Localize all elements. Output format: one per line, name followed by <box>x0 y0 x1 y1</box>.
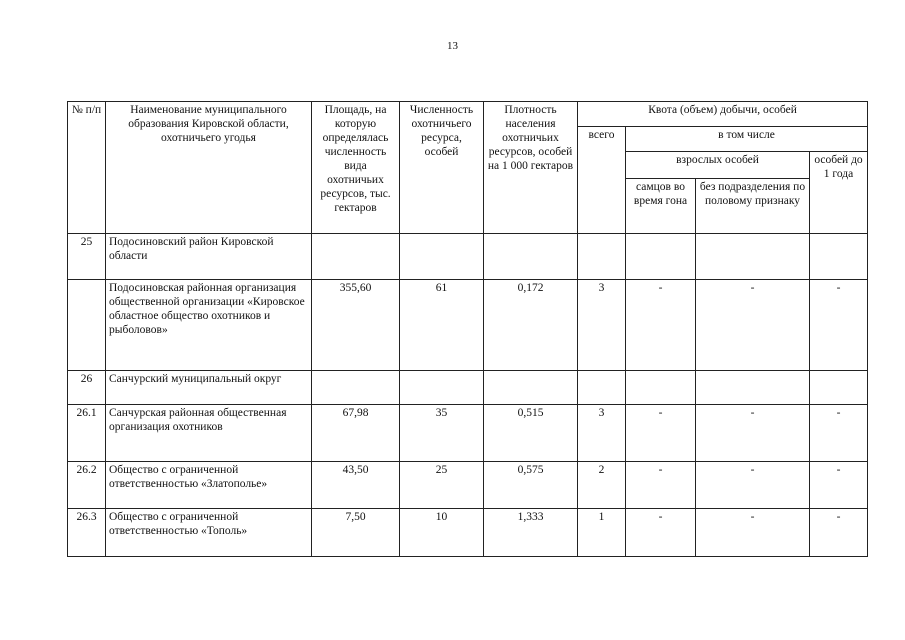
row-num: 25 <box>68 234 106 280</box>
hunting-quota-table <box>67 101 868 557</box>
row-males <box>626 371 696 405</box>
table-row <box>68 509 868 557</box>
row-name: Подосиновский район Кировской области <box>106 234 312 280</box>
row-total: 2 <box>578 462 626 509</box>
header-under1: особей до 1 года <box>810 152 868 234</box>
row-num: 26.2 <box>68 462 106 509</box>
row-density: 0,172 <box>484 280 578 371</box>
row-count: 35 <box>400 405 484 462</box>
row-count: 25 <box>400 462 484 509</box>
row-under1: - <box>810 405 868 462</box>
row-under1: - <box>810 280 868 371</box>
row-name: Подосиновская районная организация общественной организации «Кировское областное общество охотников и рыболовов» <box>106 280 312 371</box>
header-quota: Квота (объем) добычи, особей <box>578 102 868 127</box>
row-area: 355,60 <box>312 280 400 371</box>
row-total <box>578 371 626 405</box>
row-count <box>400 371 484 405</box>
row-total: 1 <box>578 509 626 557</box>
header-including: в том числе <box>626 127 868 152</box>
row-area: 43,50 <box>312 462 400 509</box>
row-num: 26.1 <box>68 405 106 462</box>
row-males <box>626 234 696 280</box>
row-density: 1,333 <box>484 509 578 557</box>
row-nosex: - <box>696 509 810 557</box>
row-density: 0,575 <box>484 462 578 509</box>
row-name: Общество с ограниченной ответственностью «Тополь» <box>106 509 312 557</box>
header-count: Численность охотничьего ресурса, особей <box>400 102 484 234</box>
row-name: Санчурская районная общественная организация охотников <box>106 405 312 462</box>
header-name: Наименование муниципального образования Кировской области, охотничьего угодья <box>106 102 312 234</box>
row-area <box>312 371 400 405</box>
header-males-rut: самцов во время гона <box>626 179 696 234</box>
row-name: Санчурский муниципальный округ <box>106 371 312 405</box>
header-density: Плотность населения охотничьих ресурсов, особей на 1 000 гектаров <box>484 102 578 234</box>
header-num: № п/п <box>68 102 106 234</box>
row-nosex: - <box>696 280 810 371</box>
row-area <box>312 234 400 280</box>
row-area: 7,50 <box>312 509 400 557</box>
row-under1: - <box>810 462 868 509</box>
table-row <box>68 405 868 462</box>
header-adults: взрослых особей <box>626 152 810 179</box>
row-num <box>68 280 106 371</box>
header-no-sex: без подразделения по половому признаку <box>696 179 810 234</box>
row-males: - <box>626 509 696 557</box>
row-males: - <box>626 405 696 462</box>
row-males: - <box>626 280 696 371</box>
row-count: 10 <box>400 509 484 557</box>
table-row <box>68 462 868 509</box>
row-num: 26 <box>68 371 106 405</box>
header-area: Площадь, на которую определялась численность вида охотничьих ресурсов, тыс. гектаров <box>312 102 400 234</box>
row-num: 26.3 <box>68 509 106 557</box>
row-under1 <box>810 234 868 280</box>
row-count <box>400 234 484 280</box>
row-nosex: - <box>696 405 810 462</box>
row-males: - <box>626 462 696 509</box>
row-nosex <box>696 371 810 405</box>
row-density: 0,515 <box>484 405 578 462</box>
row-under1 <box>810 371 868 405</box>
row-under1: - <box>810 509 868 557</box>
row-nosex: - <box>696 462 810 509</box>
row-density <box>484 371 578 405</box>
row-area: 67,98 <box>312 405 400 462</box>
header-total: всего <box>578 127 626 234</box>
row-total <box>578 234 626 280</box>
row-density <box>484 234 578 280</box>
table-row <box>68 234 868 280</box>
row-nosex <box>696 234 810 280</box>
row-total: 3 <box>578 280 626 371</box>
table-row <box>68 371 868 405</box>
row-count: 61 <box>400 280 484 371</box>
table-row <box>68 280 868 371</box>
row-name: Общество с ограниченной ответственностью «Златополье» <box>106 462 312 509</box>
page-number: 13 <box>447 40 458 52</box>
row-total: 3 <box>578 405 626 462</box>
